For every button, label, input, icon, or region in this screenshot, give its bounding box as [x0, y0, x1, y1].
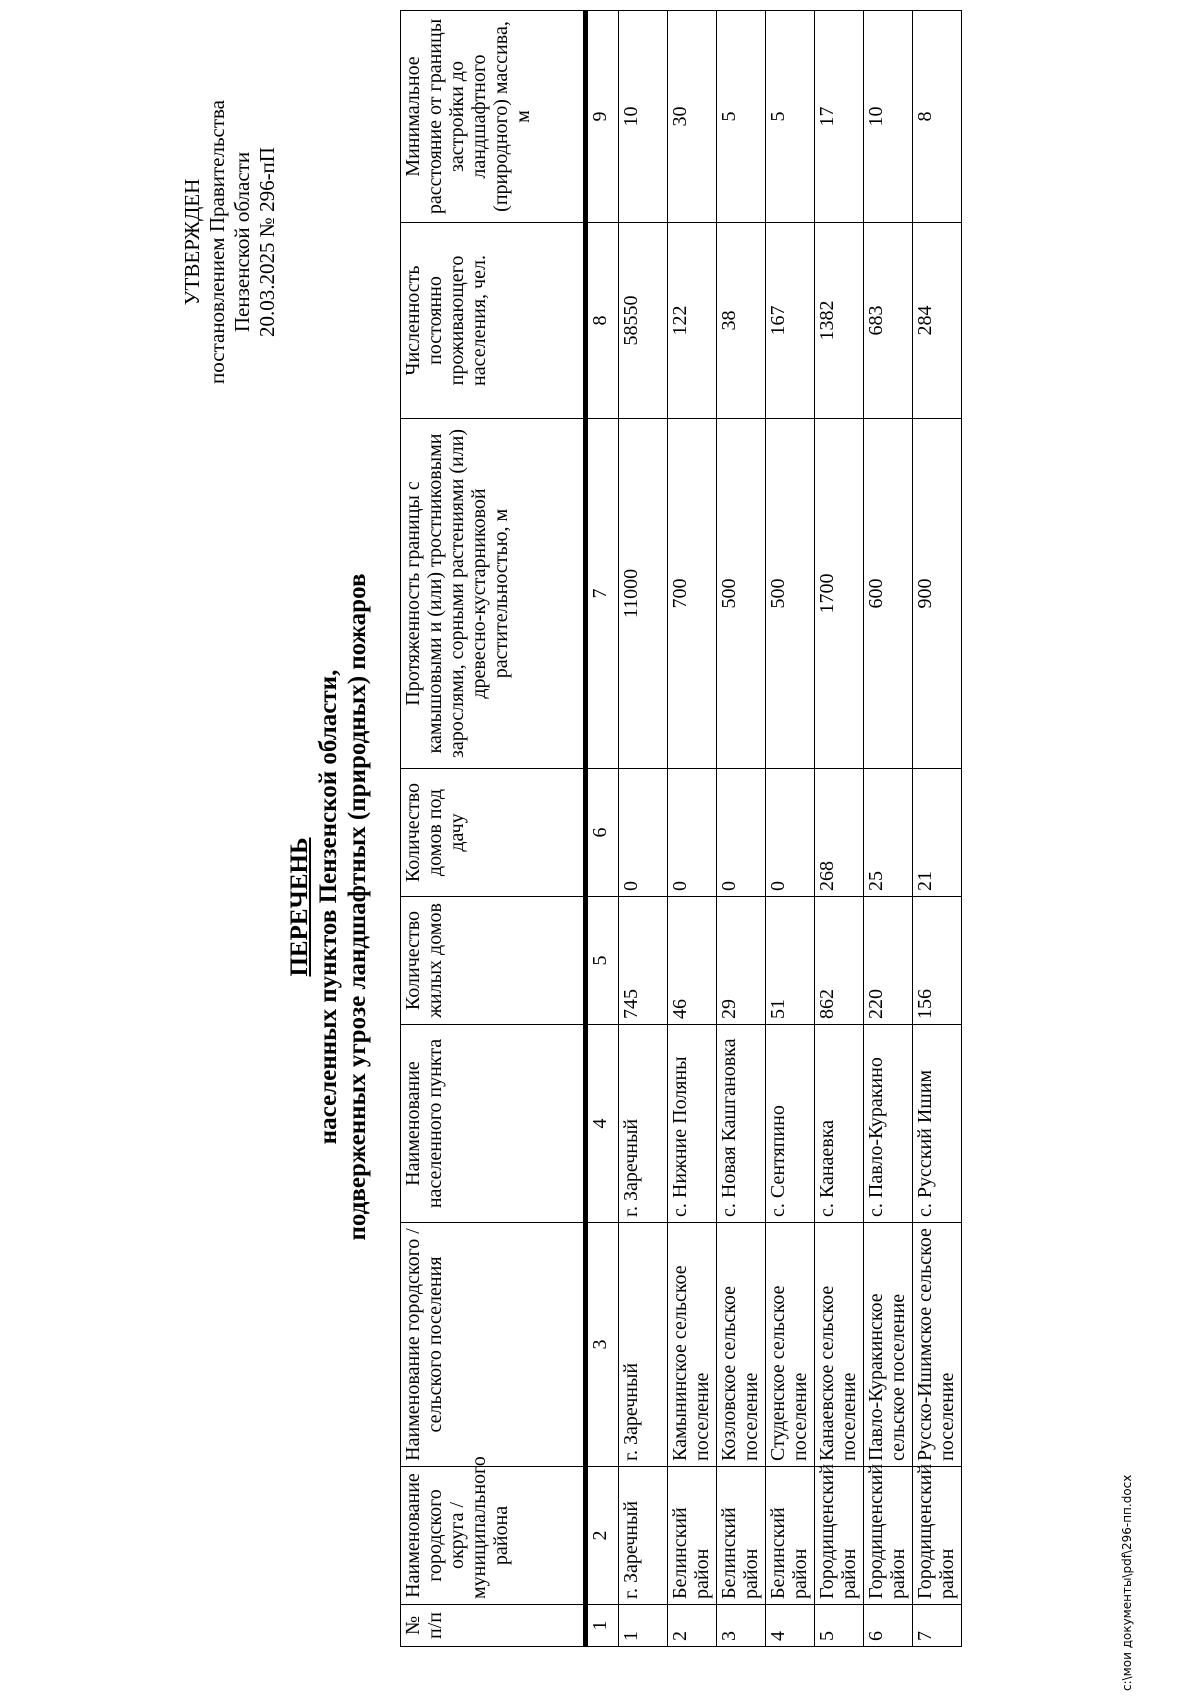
cell-locality: с. Сентяпино: [766, 1025, 815, 1223]
approval-line-4: 20.03.2025 № 296-пП: [255, 147, 279, 337]
cell-locality: г. Заречный: [619, 1025, 668, 1223]
cell-locality: с. Канаевка: [815, 1025, 864, 1223]
cell-houses: 745: [619, 897, 668, 1025]
cell-municipality: Русско-Ишимское сельское поселение: [913, 1223, 962, 1467]
approval-line-2: постановлением Правительства: [205, 100, 229, 385]
column-number: 1: [586, 1605, 619, 1647]
table-row: [668, 11, 717, 1647]
column-number: 7: [586, 419, 619, 769]
cell-dachas: 21: [913, 769, 962, 897]
settlements-table: [400, 10, 962, 1647]
header-settlement-municipality: Наименование городского / сельского поселения: [401, 1223, 586, 1467]
cell-min-distance: 10: [864, 11, 913, 223]
title-line-2: населенных пунктов Пензенской области,: [315, 669, 342, 1145]
column-number: 9: [586, 11, 619, 223]
cell-municipality: Козловское сельское поселение: [717, 1223, 766, 1467]
cell-population: 38: [717, 223, 766, 419]
table-row: [766, 11, 815, 1647]
cell-number: 1: [619, 1605, 668, 1647]
cell-locality: с. Нижние Поляны: [668, 1025, 717, 1223]
header-district: Наименование городского округа / муниципального района: [401, 1467, 586, 1605]
header-houses: Количество жилых домов: [401, 897, 586, 1025]
cell-border-length: 1700: [815, 419, 864, 769]
column-number: 8: [586, 223, 619, 419]
cell-population: 1382: [815, 223, 864, 419]
cell-border-length: 500: [717, 419, 766, 769]
cell-min-distance: 8: [913, 11, 962, 223]
column-number-row: [586, 11, 619, 1647]
cell-district: Белинский район: [766, 1467, 815, 1605]
cell-min-distance: 17: [815, 11, 864, 223]
cell-population: 58550: [619, 223, 668, 419]
table-row: [717, 11, 766, 1647]
header-border-length: Протяженность границы с камышовыми и (или) тростниковыми зарослями, сорными растениями (или) древесно-кустарниковой растительностью, м: [401, 419, 586, 769]
column-number: 3: [586, 1223, 619, 1467]
cell-min-distance: 5: [717, 11, 766, 223]
cell-locality: с. Павло-Куракино: [864, 1025, 913, 1223]
cell-border-length: 500: [766, 419, 815, 769]
cell-municipality: Канаевское сельское поселение: [815, 1223, 864, 1467]
cell-dachas: 0: [766, 769, 815, 897]
approval-line-3: Пензенской области: [230, 151, 254, 333]
header-number: № п/п: [401, 1605, 586, 1647]
cell-district: Городищенский район: [815, 1467, 864, 1605]
cell-municipality: г. Заречный: [619, 1223, 668, 1467]
approval-stamp: [180, 77, 280, 407]
header-population: Численность постоянно проживающего населения, чел.: [401, 223, 586, 419]
table-row: [913, 11, 962, 1647]
cell-dachas: 0: [619, 769, 668, 897]
cell-houses: 29: [717, 897, 766, 1025]
cell-district: Городищенский район: [913, 1467, 962, 1605]
cell-dachas: 0: [717, 769, 766, 897]
header-dachas: Количество домов под дачу: [401, 769, 586, 897]
file-path-footer: c:\мои документы\pdf\296-пп.docx: [1120, 1474, 1134, 1691]
cell-number: 3: [717, 1605, 766, 1647]
table-row: [864, 11, 913, 1647]
cell-locality: с. Русский Ишим: [913, 1025, 962, 1223]
cell-district: Белинский район: [668, 1467, 717, 1605]
title-main: ПЕРЕЧЕНЬ: [286, 837, 313, 977]
title-line-3: подверженных угрозе ландшафтных (природных) пожаров: [344, 573, 371, 1241]
cell-min-distance: 5: [766, 11, 815, 223]
cell-municipality: Павло-Куракинское сельское поселение: [864, 1223, 913, 1467]
cell-population: 284: [913, 223, 962, 419]
cell-number: 2: [668, 1605, 717, 1647]
document-title: [285, 427, 372, 1387]
cell-border-length: 700: [668, 419, 717, 769]
cell-district: г. Заречный: [619, 1467, 668, 1605]
header-min-distance: Минимальное расстояние от границы застройки до ландшафтного (природного) массива, м: [401, 11, 586, 223]
cell-number: 5: [815, 1605, 864, 1647]
cell-houses: 46: [668, 897, 717, 1025]
cell-min-distance: 10: [619, 11, 668, 223]
cell-min-distance: 30: [668, 11, 717, 223]
column-number: 5: [586, 897, 619, 1025]
cell-number: 4: [766, 1605, 815, 1647]
cell-district: Городищенский район: [864, 1467, 913, 1605]
cell-population: 683: [864, 223, 913, 419]
cell-municipality: Камынинское сельское поселение: [668, 1223, 717, 1467]
column-number: 6: [586, 769, 619, 897]
cell-population: 167: [766, 223, 815, 419]
cell-houses: 220: [864, 897, 913, 1025]
table-row: [815, 11, 864, 1647]
cell-dachas: 0: [668, 769, 717, 897]
cell-houses: 862: [815, 897, 864, 1025]
column-number: 2: [586, 1467, 619, 1605]
column-number: 4: [586, 1025, 619, 1223]
cell-houses: 51: [766, 897, 815, 1025]
cell-locality: с. Новая Кашгановка: [717, 1025, 766, 1223]
cell-border-length: 600: [864, 419, 913, 769]
cell-border-length: 900: [913, 419, 962, 769]
cell-border-length: 11000: [619, 419, 668, 769]
cell-number: 7: [913, 1605, 962, 1647]
cell-municipality: Студенское сельское поселение: [766, 1223, 815, 1467]
cell-number: 6: [864, 1605, 913, 1647]
table-header-row: [401, 11, 586, 1647]
table-row: [619, 11, 668, 1647]
cell-houses: 156: [913, 897, 962, 1025]
cell-dachas: 268: [815, 769, 864, 897]
cell-population: 122: [668, 223, 717, 419]
cell-dachas: 25: [864, 769, 913, 897]
header-locality: Наименование населенного пункта: [401, 1025, 586, 1223]
cell-district: Белинский район: [717, 1467, 766, 1605]
approval-line-1: УТВЕРЖДЕН: [180, 178, 204, 306]
